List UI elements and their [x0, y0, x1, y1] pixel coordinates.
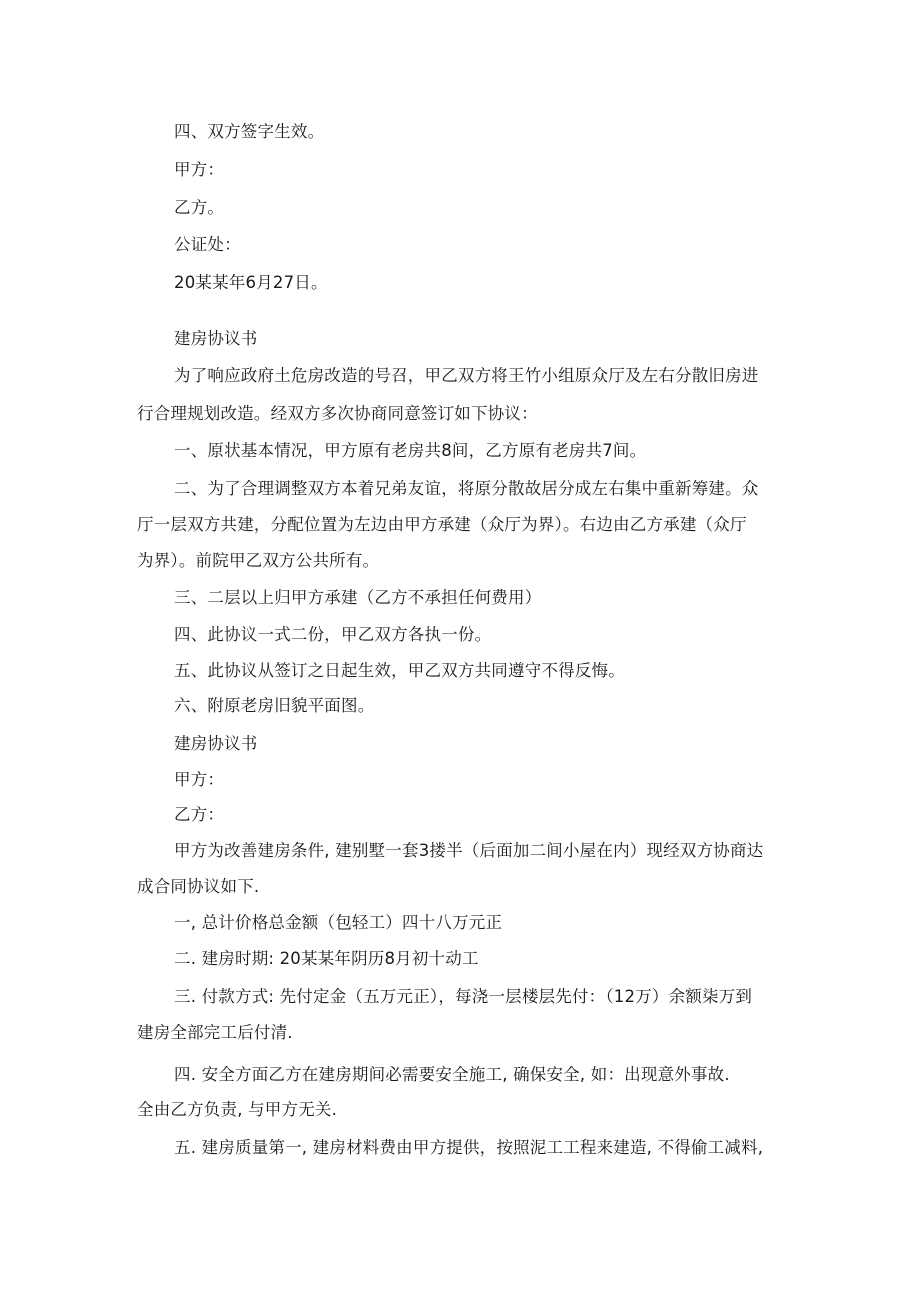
party-a-label: 甲方： [174, 160, 225, 179]
signing-date: 20某某年6月27日。 [174, 273, 328, 292]
agreement-2-intro-line-1: 甲方为改善建房条件, 建别墅一套3搂半（后面加二间小屋在内）现经双方协商达 [174, 841, 764, 860]
agreement-1-item-5: 五、此协议从签订之日起生效，甲乙双方共同遵守不得反悔。 [174, 661, 625, 680]
agreement-1-item-4: 四、此协议一式二份，甲乙双方各执一份。 [174, 625, 492, 644]
agreement-1-item-3: 三、二层以上归甲方承建（乙方不承担任何费用） [174, 588, 542, 607]
agreement-2-item-3-line-2: 建房全部完工后付清. [137, 1023, 293, 1042]
agreement-2-item-4-line-2: 全由乙方负责, 与甲方无关. [137, 1100, 338, 1119]
agreement-1-item-6: 六、附原老房旧貌平面图。 [174, 696, 375, 715]
agreement-2-item-4-line-1: 四. 安全方面乙方在建房期间必需要安全施工, 确保安全, 如：出现意外事故. [174, 1065, 730, 1084]
notary-label: 公证处： [174, 235, 241, 254]
agreement-1-intro-line-2: 行合理规划改造。经双方多次协商同意签订如下协议： [137, 404, 538, 423]
agreement-1-item-2-line-2: 厅一层双方共建，分配位置为左边由甲方承建（众厅为界）。右边由乙方承建（众厅 [137, 515, 747, 534]
agreement-1-title: 建房协议书 [174, 329, 258, 348]
agreement-2-item-2: 二. 建房时期: 20某某年阴历8月初十动工 [174, 949, 479, 968]
agreement-1-item-2-line-1: 二、为了合理调整双方本着兄弟友谊，将原分散故居分成左右集中重新筹建。众 [174, 479, 759, 498]
agreement-2-intro-line-2: 成合同协议如下. [137, 877, 260, 896]
agreement-2-item-3-line-1: 三. 付款方式: 先付定金（五万元正），每浇一层楼层先付：（12万）余额柒万到 [174, 987, 753, 1006]
agreement-2-party-a: 甲方： [174, 770, 225, 789]
party-b-label: 乙方。 [174, 198, 225, 217]
agreement-1-intro-line-1: 为了响应政府土危房改造的号召，甲乙双方将王竹小组原众厅及左右分散旧房进 [174, 366, 759, 385]
agreement-1-item-1: 一、原状基本情况，甲方原有老房共8间，乙方原有老房共7间。 [174, 441, 647, 460]
agreement-2-item-1: 一, 总计价格总金额（包轻工）四十八万元正 [174, 913, 503, 932]
agreement-2-party-b: 乙方： [174, 805, 225, 824]
agreement-2-item-5-line-1: 五. 建房质量第一, 建房材料费由甲方提供，按照泥工工程来建造, 不得偷工减料, [174, 1138, 764, 1157]
clause-4-sign-effective: 四、双方签字生效。 [174, 122, 325, 141]
agreement-1-item-2-line-3: 为界）。前院甲乙双方公共所有。 [137, 551, 380, 570]
agreement-2-title: 建房协议书 [174, 734, 258, 753]
